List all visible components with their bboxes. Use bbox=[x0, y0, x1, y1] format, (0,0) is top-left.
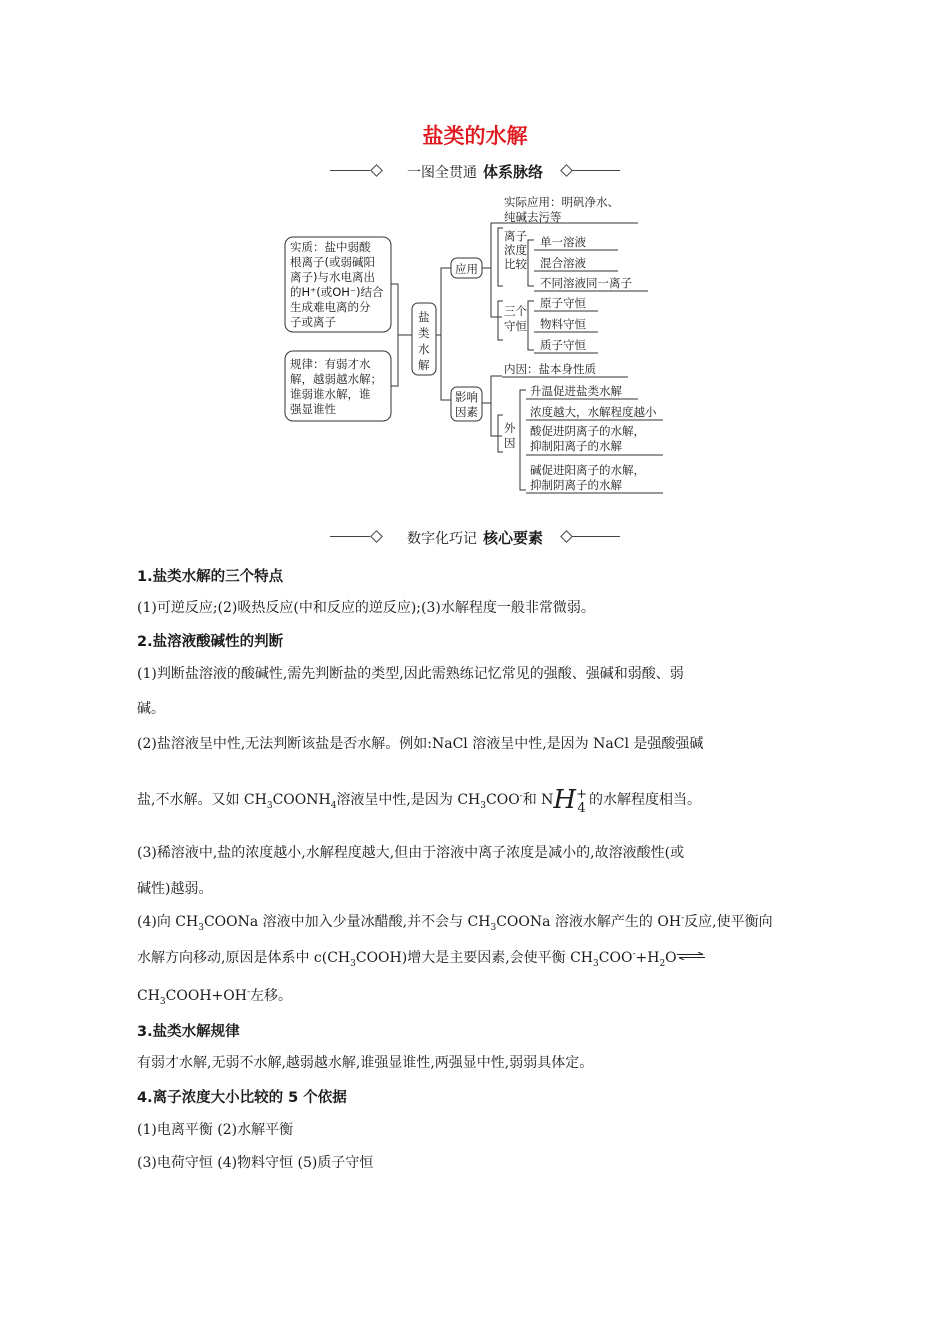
conserve-item-2: 物料守恒 bbox=[540, 317, 586, 331]
banner-left-text: 数字化巧记 bbox=[406, 531, 477, 547]
essence-line-6: 子或离子 bbox=[290, 315, 336, 329]
section-2-p2-line2: 盐,不水解。又如 $CH_3COONH_4$溶液呈中性,是因为 $CH_3COO^-$和 NH+ 4的水解程度相当。 bbox=[137, 785, 702, 816]
external-label-2: 因 bbox=[504, 436, 516, 450]
section-1-text: (1)可逆反应;(2)吸热反应(中和反应的逆反应);(3)水解程度一般非常微弱。 bbox=[137, 600, 595, 616]
center-char-2: 类 bbox=[418, 326, 430, 340]
essence-line-5: 生成难电离的分 bbox=[290, 300, 371, 314]
center-char-1: 盐 bbox=[418, 310, 430, 324]
essence-line-4: 的H⁺(或OH⁻)结合 bbox=[290, 285, 384, 299]
rule-line-4: 强显谁性 bbox=[290, 402, 336, 416]
conserve-item-1: 原子守恒 bbox=[540, 296, 586, 310]
essence-line-3: 离子)与水电离出 bbox=[290, 270, 375, 284]
compare-item-1: 单一溶液 bbox=[540, 235, 586, 249]
ammonium-charge: + 4 bbox=[576, 787, 588, 816]
banner-right-text: 核心要素 bbox=[482, 529, 543, 547]
essence-line-2: 根离子(或弱碱阳 bbox=[290, 255, 375, 269]
section-4-line1: (1)电离平衡 (2)水解平衡 bbox=[137, 1122, 294, 1138]
practical-line-1: 实际应用：明矾净水、 bbox=[504, 195, 619, 209]
section-banner-system bbox=[330, 161, 620, 181]
application-label: 应用 bbox=[455, 262, 478, 276]
section-banner-core bbox=[330, 527, 620, 547]
rule-line-3: 谁弱谁水解，谁 bbox=[290, 387, 371, 401]
external-item-1: 升温促进盐类水解 bbox=[530, 384, 622, 398]
banner-left-text: 一图全贯通 bbox=[406, 165, 477, 181]
rule-line-2: 解，越弱越水解； bbox=[290, 372, 382, 386]
section-2-p3-line1: (3)稀溶液中,盐的浓度越小,水解程度越大,但由于溶液中离子浓度是减小的,故溶液酸性(或 bbox=[137, 845, 685, 861]
factors-label-1: 影响 bbox=[455, 390, 478, 404]
section-4-title: 4.离子浓度大小比较的 5 个依据 bbox=[137, 1090, 347, 1106]
section-4-line2: (3)电荷守恒 (4)物料守恒 (5)质子守恒 bbox=[137, 1155, 374, 1171]
conserve-label-2: 守恒 bbox=[504, 319, 527, 333]
external-label-1: 外 bbox=[504, 421, 516, 435]
equilibrium-arrow-icon bbox=[677, 952, 705, 960]
compare-item-2: 混合溶液 bbox=[540, 256, 586, 270]
compare-label-3: 比较 bbox=[504, 257, 527, 271]
external-item-4b: 抑制阴离子的水解 bbox=[530, 478, 622, 492]
factors-label-2: 因素 bbox=[455, 405, 478, 419]
internal-cause: 内因：盐本身性质 bbox=[504, 362, 596, 376]
practical-line-2: 纯碱去污等 bbox=[504, 210, 562, 224]
section-2-title: 2.盐溶液酸碱性的判断 bbox=[137, 634, 284, 650]
section-2-p4-line3: $CH_3COOH+OH^-$左移。 bbox=[137, 987, 292, 1007]
section-2-p1-line2: 碱。 bbox=[137, 701, 165, 717]
section-2-p2-line1: (2)盐溶液呈中性,无法判断该盐是否水解。例如:NaCl 溶液呈中性,是因为 NaCl 是强酸强碱 bbox=[137, 736, 704, 752]
external-item-2: 浓度越大，水解程度越小 bbox=[530, 405, 657, 419]
compare-item-3: 不同溶液同一离子 bbox=[540, 276, 632, 290]
compare-label-2: 浓度 bbox=[504, 243, 527, 257]
section-2-p3-line2: 碱性)越弱。 bbox=[137, 881, 213, 897]
section-2-p4-line1: (4)向 $CH_3COONa$ 溶液中加入少量冰醋酸,并不会与 $CH_3COONa$ 溶液水解产生的 OH-反应,使平衡向 bbox=[137, 913, 773, 933]
compare-label-1: 离子 bbox=[504, 229, 527, 243]
center-char-4: 解 bbox=[418, 358, 430, 372]
essence-line-1: 实质：盐中弱酸 bbox=[290, 240, 371, 254]
external-item-3b: 抑制阳离子的水解 bbox=[530, 439, 622, 453]
banner-right-text: 体系脉络 bbox=[482, 163, 543, 181]
mind-map-diagram bbox=[278, 190, 678, 500]
external-item-3a: 酸促进阴离子的水解， bbox=[530, 424, 645, 438]
external-item-4a: 碱促进阳离子的水解， bbox=[530, 463, 645, 477]
section-2-p4-line2: 水解方向移动,原因是体系中 $c(CH_3COOH)$增大是主要因素,会使平衡 $CH_3COO^-+H_2O$ bbox=[137, 947, 705, 969]
ammonium-h: H bbox=[553, 785, 577, 815]
rule-line-1: 规律：有弱才水 bbox=[290, 357, 371, 371]
section-1-title: 1.盐类水解的三个特点 bbox=[137, 569, 284, 585]
section-2-p1-line1: (1)判断盐溶液的酸碱性,需先判断盐的类型,因此需熟练记忆常见的强酸、强碱和弱酸、弱 bbox=[137, 666, 684, 682]
page-title: 盐类的水解 bbox=[422, 124, 528, 148]
center-char-3: 水 bbox=[418, 342, 430, 356]
conserve-label-1: 三个 bbox=[504, 304, 527, 318]
section-3-text: 有弱才水解,无弱不水解,越弱越水解,谁强显谁性,两强显中性,弱弱具体定。 bbox=[137, 1055, 594, 1071]
section-3-title: 3.盐类水解规律 bbox=[137, 1024, 240, 1040]
conserve-item-3: 质子守恒 bbox=[540, 338, 586, 352]
